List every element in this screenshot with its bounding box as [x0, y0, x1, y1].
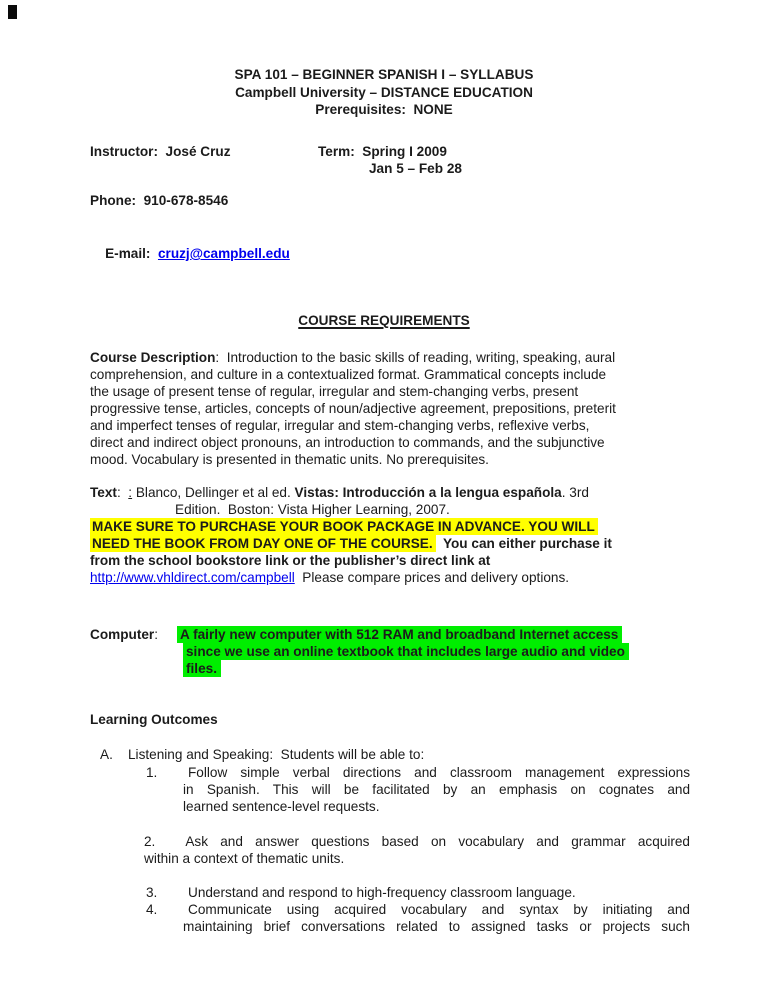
course-description-line: and imperfect tenses of regular, irregular and stem-changing verbs, reflexive verbs, — [90, 418, 590, 433]
course-title: SPA 101 – BEGINNER SPANISH I – SYLLABUS — [234, 67, 534, 82]
green-highlight-line: files. — [177, 660, 629, 677]
outcome-item-4 — [146, 901, 690, 935]
email-link[interactable]: cruzj@campbell.edu — [157, 246, 290, 261]
learning-outcomes-title: Learning Outcomes — [90, 712, 218, 727]
outcome-item-1 — [146, 764, 690, 815]
term-block — [318, 143, 462, 177]
email-label: E-mail: — [105, 246, 158, 261]
outcome-text: Communicate using acquired vocabulary and syntax by initiating and maintaining brief conversations related to assigned tasks or projects such — [183, 902, 690, 934]
document-header — [0, 66, 768, 119]
instructor-line: Instructor: José Cruz — [90, 144, 231, 159]
course-description-line: mood. Vocabulary is presented in thematic units. No prerequisites. — [90, 452, 489, 467]
textbook-citation-line: Text: : Blanco, Dellinger et al ed. Vistas: Introducción a la lengua española. 3rd — [90, 485, 589, 500]
textbook-edition-line: Edition. Boston: Vista Higher Learning, 2007. — [175, 502, 450, 517]
outcome-text: 2. Ask and answer questions based on vocabulary and grammar acquired — [144, 834, 690, 849]
outcome-text: Understand and respond to high-frequency classroom language. — [188, 885, 576, 900]
outcome-number: 4. — [146, 902, 158, 917]
outcome-group-label: A. — [100, 747, 113, 762]
purchase-info-line: from the school bookstore link or the publisher’s direct link at — [90, 553, 491, 568]
outcome-item-2 — [144, 833, 690, 867]
outcome-text: within a context of thematic units. — [144, 851, 345, 866]
green-highlight-line: since we use an online textbook that includes large audio and video — [177, 643, 629, 660]
yellow-highlight-text: MAKE SURE TO PURCHASE YOUR BOOK PACKAGE IN ADVANCE. YOU WILL — [90, 518, 598, 535]
term-line: Term: Spring I 2009 — [318, 144, 447, 159]
green-highlight-line: A fairly new computer with 512 RAM and broadband Internet access — [177, 626, 629, 643]
publisher-link[interactable]: http://www.vhldirect.com/campbell — [90, 570, 295, 585]
outcome-number: 3. — [146, 885, 158, 900]
course-requirements-title: COURSE REQUIREMENTS — [298, 313, 470, 328]
email-line — [90, 228, 290, 279]
university-subtitle: Campbell University – DISTANCE EDUCATION — [235, 84, 533, 100]
outcome-text: Follow simple verbal directions and classroom management expressions in Spanish. This will be facilitated by an emphasis on cognates and learned sentence-level requests. — [183, 765, 690, 814]
outcome-group-a — [100, 746, 424, 763]
outcome-group-heading: Listening and Speaking: Students will be able to: — [128, 747, 425, 762]
course-description-line: progressive tense, articles, concepts of noun/adjective agreement, prepositions, preterit — [90, 401, 616, 416]
course-description-line: direct and indirect object pronouns, an introduction to commands, and the subjunctive — [90, 435, 605, 450]
outcome-number: 1. — [146, 765, 158, 780]
course-description-line: the usage of present tense of regular, irregular and stem-changing verbs, present — [90, 384, 579, 399]
computer-requirement-text — [177, 626, 629, 677]
computer-section — [90, 626, 702, 677]
book-warning-line — [90, 518, 702, 535]
outcome-item-3 — [146, 884, 690, 901]
outcome-number: 2. — [144, 834, 156, 849]
text-label: Text — [90, 485, 117, 500]
prerequisites-line: Prerequisites: NONE — [315, 102, 453, 118]
course-description-label: Course Description — [90, 350, 216, 365]
computer-label: Computer: — [90, 627, 166, 642]
text-section — [90, 484, 702, 586]
scan-artifact-mark — [8, 5, 17, 19]
stray-underlined-colon: : — [128, 485, 133, 500]
course-description-line: Course Description: Introduction to the basic skills of reading, writing, speaking, aural — [90, 350, 616, 365]
term-dates: Jan 5 – Feb 28 — [369, 161, 462, 176]
publisher-link-line: http://www.vhldirect.com/campbell Please compare prices and delivery options. — [90, 570, 570, 585]
course-description — [90, 349, 702, 468]
section-title-row — [0, 312, 768, 329]
course-description-line: comprehension, and culture in a contextualized format. Grammatical concepts include — [90, 367, 607, 382]
book-title: Vistas: Introducción a la lengua española — [294, 485, 562, 500]
phone-line: Phone: 910-678-8546 — [90, 193, 229, 208]
book-warning-line: NEED THE BOOK FROM DAY ONE OF THE COURSE. You can either purchase it — [92, 536, 612, 551]
yellow-highlight-text: NEED THE BOOK FROM DAY ONE OF THE COURSE. — [90, 535, 436, 552]
